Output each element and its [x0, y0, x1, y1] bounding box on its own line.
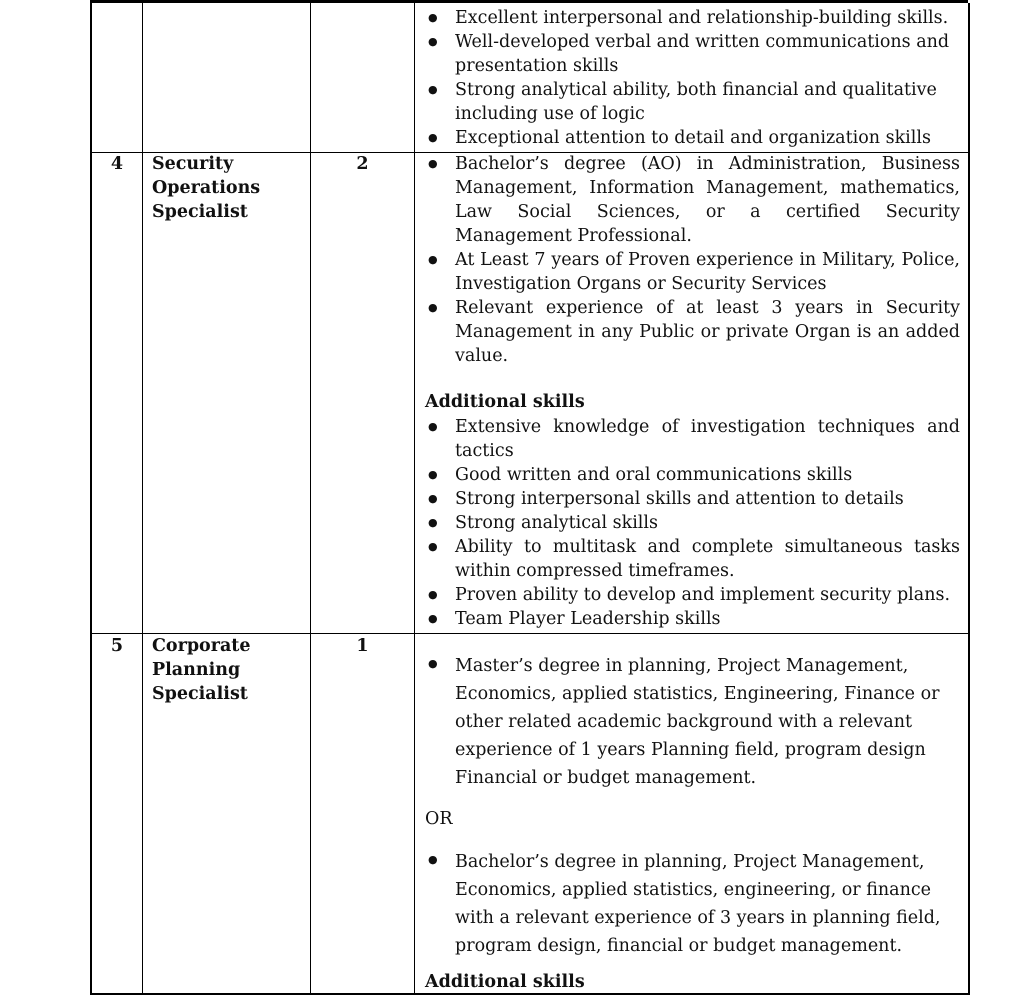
requirements-list — [425, 848, 960, 960]
table-row — [425, 6, 960, 150]
list-item: ● Bachelor’s degree (AO) in Administration, Business Management, Information Management, mathematics, Law Social Sciences, or a certified Security Management Professional. — [425, 152, 960, 248]
table-row — [425, 848, 960, 960]
position-title: Security Operations Specialist — [152, 154, 261, 222]
list-item: ● Good written and oral communications skills — [425, 463, 960, 487]
additional-skills-heading: Additional skills — [425, 972, 585, 992]
row-number: 4 — [110, 154, 124, 174]
list-item: ● At Least 7 years of Proven experience in Military, Police, Investigation Organs or Security Services — [425, 248, 960, 296]
list-item: ● Proven ability to develop and implement security plans. — [425, 583, 960, 607]
table-row — [425, 652, 960, 792]
or-label: OR — [425, 809, 453, 829]
list-item: ● Team Player Leadership skills — [425, 607, 960, 631]
list-item: ● Strong analytical skills — [425, 511, 960, 535]
list-item: ● Relevant experience of at least 3 years in Security Management in any Public or private Organ is an added value. — [425, 296, 960, 368]
list-item: ● Ability to multitask and complete simultaneous tasks within compressed timeframes. — [425, 535, 960, 583]
row-number: 5 — [110, 636, 124, 656]
requirements-list — [425, 652, 960, 792]
position-title: Corporate Planning Specialist — [152, 636, 251, 704]
position-quantity: 1 — [356, 636, 369, 656]
list-item: ● Extensive knowledge of investigation techniques and tactics — [425, 415, 960, 463]
list-item: ● Strong analytical ability, both financial and qualitative including use of logic — [425, 78, 960, 126]
position-quantity: 2 — [356, 154, 369, 174]
list-item: ● Master’s degree in planning, Project Management, Economics, applied statistics, Engineering, Finance or other related academic background with a relevant experience of 1 years Planning field, program design Financial or budget management. — [425, 652, 960, 792]
list-item: ● Excellent interpersonal and relationship-building skills. — [425, 6, 960, 30]
additional-skills-list — [425, 415, 960, 631]
additional-skills — [425, 415, 960, 631]
list-item: ● Well-developed verbal and written communications and presentation skills — [425, 30, 960, 78]
table-row — [425, 152, 960, 368]
list-item: ● Strong interpersonal skills and attention to details — [425, 487, 960, 511]
list-item: ● Exceptional attention to detail and organization skills — [425, 126, 960, 150]
additional-skills-heading: Additional skills — [425, 392, 585, 412]
requirements-list — [425, 152, 960, 368]
list-item: ● Bachelor’s degree in planning, Project Management, Economics, applied statistics, engineering, or finance with a relevant experience of 3 years in planning field, program design, financial or budget management. — [425, 848, 960, 960]
requirements-list — [425, 6, 960, 150]
